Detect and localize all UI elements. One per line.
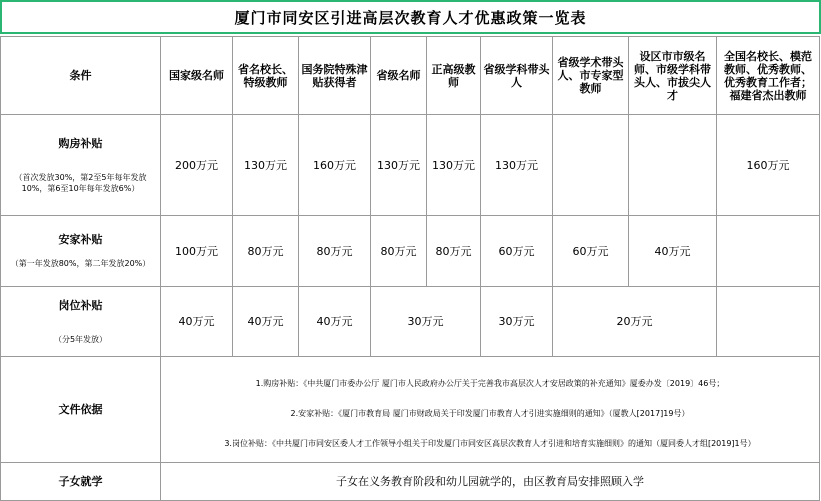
- post-name: 岗位补贴: [58, 298, 103, 312]
- housing-c2: 130万元: [233, 115, 299, 216]
- docs-cell: [161, 357, 820, 463]
- doc-line-1: 1.购房补贴：《中共厦门市委办公厅 厦门市人民政府办公厅关于完善我市高层次人才安居政策的补充通知》厦委办发〔2019〕46号；: [255, 378, 725, 388]
- settle-row: [1, 216, 820, 287]
- housing-label-cell: [1, 115, 161, 216]
- housing-c8: [629, 115, 717, 216]
- settle-c7: 60万元: [553, 216, 629, 287]
- header-national-principal: 全国名校长、模范教师、优秀教师、优秀教育工作者；福建省杰出教师: [717, 37, 820, 115]
- housing-row: [1, 115, 820, 216]
- docs-label: 文件依据: [1, 357, 161, 463]
- education-row: [1, 463, 820, 501]
- settle-name: 安家补贴: [58, 233, 103, 246]
- settle-c1: 100万元: [161, 216, 233, 287]
- post-c1: 40万元: [161, 287, 233, 357]
- housing-c4: 130万元: [371, 115, 427, 216]
- settle-c2: 80万元: [233, 216, 299, 287]
- post-c9: [717, 287, 820, 357]
- education-text: 子女在义务教育阶段和幼儿园就学的，由区教育局安排照顾入学: [161, 463, 820, 501]
- post-c78: 20万元: [553, 287, 717, 357]
- header-senior-teacher: 正高级教师: [427, 37, 481, 115]
- header-provincial-principal: 省名校长、特级教师: [233, 37, 299, 115]
- header-row: [1, 37, 820, 115]
- policy-table: [0, 36, 820, 501]
- settle-c3: 80万元: [299, 216, 371, 287]
- doc-line-2: 2.安家补贴：《厦门市教育局 厦门市财政局关于印发厦门市教育人才引进实施细则的通知》（厦教人[2017]19号）: [290, 408, 690, 418]
- post-c45: 30万元: [371, 287, 481, 357]
- settle-c9: [717, 216, 820, 287]
- housing-c3: 160万元: [299, 115, 371, 216]
- post-note: （分5年发放）: [53, 334, 108, 344]
- settle-note: （第一年发放80%，第二年发放20%）: [10, 259, 151, 268]
- housing-c1: 200万元: [161, 115, 233, 216]
- housing-c6: 130万元: [481, 115, 553, 216]
- post-c2: 40万元: [233, 287, 299, 357]
- header-national-teacher: 国家级名师: [161, 37, 233, 115]
- settle-c5: 80万元: [427, 216, 481, 287]
- housing-note: （首次发放30%，第2至5年每年发放10%，第6至10年每年发放6%）: [14, 172, 147, 193]
- housing-c9: 160万元: [717, 115, 820, 216]
- post-c6: 30万元: [481, 287, 553, 357]
- housing-c7: [553, 115, 629, 216]
- post-c3: 40万元: [299, 287, 371, 357]
- header-provincial-teacher: 省级名师: [371, 37, 427, 115]
- post-label-cell: [1, 287, 161, 357]
- header-state-allowance: 国务院特殊津贴获得者: [299, 37, 371, 115]
- post-row: [1, 287, 820, 357]
- settle-c8: 40万元: [629, 216, 717, 287]
- header-provincial-subject-leader: 省级学科带头人: [481, 37, 553, 115]
- doc-line-3: 3.岗位补贴：《中共厦门市同安区委人才工作领导小组关于印发厦门市同安区高层次教育人才引进和培育实施细则》的通知（厦同委人才组[2019]1号）: [224, 438, 756, 448]
- settle-c6: 60万元: [481, 216, 553, 287]
- housing-name: 购房补贴: [58, 136, 103, 150]
- housing-c5: 130万元: [427, 115, 481, 216]
- header-city-teacher: 设区市市级名师、市级学科带头人、市拔尖人才: [629, 37, 717, 115]
- docs-row: [1, 357, 820, 463]
- header-condition: 条件: [1, 37, 161, 115]
- settle-label-cell: [1, 216, 161, 287]
- education-label: 子女就学: [1, 463, 161, 501]
- settle-c4: 80万元: [371, 216, 427, 287]
- page-title: 厦门市同安区引进高层次教育人才优惠政策一览表: [0, 0, 821, 34]
- header-academic-leader: 省级学术带头人、市专家型教师: [553, 37, 629, 115]
